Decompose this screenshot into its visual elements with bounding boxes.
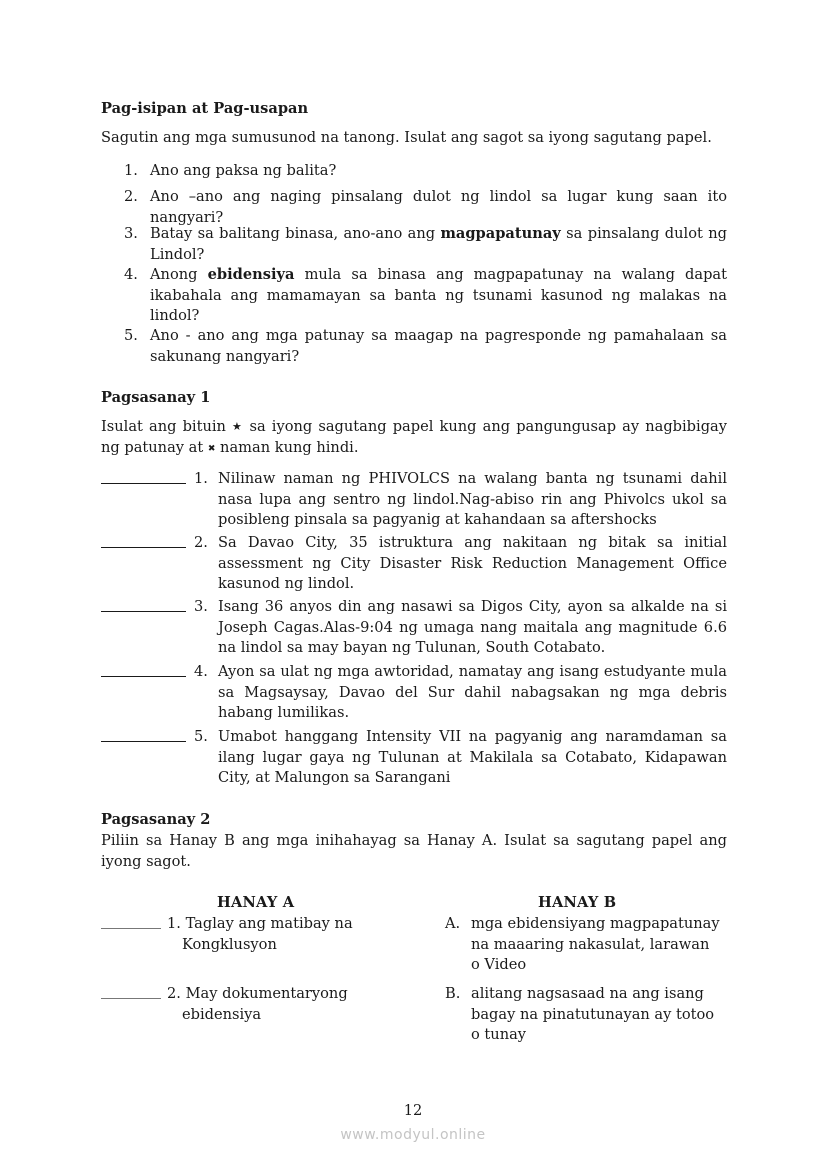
watermark: www.modyul.online — [340, 1127, 486, 1143]
hanay-a-title: HANAY A — [217, 894, 295, 911]
item-number: 1. — [194, 470, 208, 487]
section-heading-pag-isipan: Pag-isipan at Pag-usapan — [101, 100, 309, 117]
item-line: alitang nagsasaad na ang isang — [471, 985, 704, 1002]
exercise-item — [101, 597, 727, 659]
item-line: o Video — [471, 956, 527, 974]
question-text — [150, 161, 727, 182]
exercise-item — [101, 727, 727, 789]
answer-blank[interactable] — [101, 469, 186, 484]
hanay-b-text — [471, 984, 735, 1046]
page-number: 12 — [403, 1102, 423, 1119]
hanay-a-text — [167, 984, 401, 1025]
emphasized-term: magpapatunay — [440, 225, 561, 242]
star-icon: ★ — [232, 420, 244, 433]
hanay-b-item — [445, 984, 735, 1046]
answer-blank[interactable] — [101, 533, 186, 548]
answer-blank[interactable] — [101, 597, 186, 612]
item-letter: A. — [445, 915, 461, 932]
item-line: mga ebidensiyang magpapatunay — [471, 915, 720, 932]
hanay-a-text — [167, 914, 401, 955]
question-item — [124, 326, 727, 367]
answer-blank[interactable] — [101, 727, 186, 742]
item-letter: B. — [445, 985, 461, 1002]
answer-blank[interactable] — [101, 662, 186, 677]
section1-instruction: Sagutin ang mga sumusunod na tanong. Isulat ang sagot sa iyong sagutang papel. — [101, 129, 712, 146]
item-number: 1. — [167, 915, 181, 932]
hanay-b-item — [445, 914, 735, 976]
question-text-part: Ano ang paksa ng balita? — [150, 162, 337, 179]
question-item — [124, 265, 727, 327]
exercise-item — [101, 533, 727, 595]
item-number: 5. — [194, 728, 208, 745]
question-text-part: sa pinsalang dulot ng Lindol? — [150, 225, 727, 263]
question-number: 3. — [124, 225, 138, 242]
instruction-text: Isulat ang bituin — [101, 418, 233, 435]
question-text — [150, 265, 727, 327]
item-text: Umabot hanggang Intensity VII na pagyanig ang naramdaman sa ilang lugar gaya ng Tulunan at Makilala sa Cotabato, Kidapawan City, at Malungon sa Sarangani — [218, 728, 727, 787]
pagsasanay1-instruction — [101, 417, 727, 459]
question-number: 1. — [124, 162, 138, 179]
question-text-part: Batay sa balitang binasa, ano-ano ang — [150, 225, 441, 242]
item-line: May dokumentaryong — [185, 985, 348, 1002]
question-item — [124, 187, 727, 228]
question-text-part: Anong — [150, 266, 208, 283]
item-line: bagay na pinatutunayan ay totoo — [471, 1005, 715, 1023]
exercise-item — [101, 662, 727, 724]
question-text-part: Ano - ano ang mga patunay sa maagap na pagresponde ng pamahalaan sa sakunang nangyari? — [150, 327, 727, 365]
question-number: 2. — [124, 188, 138, 205]
item-line: o tunay — [471, 1026, 527, 1044]
hanay-b-title: HANAY B — [538, 894, 617, 911]
section-heading-pagsasanay-1: Pagsasanay 1 — [101, 389, 211, 406]
exercise-item — [101, 469, 727, 531]
question-text-part: mula sa binasa ang magpapatunay na walang dapat ikabahala ang mamamayan sa banta ng tsunami kasunod ng malakas na lindol? — [150, 266, 727, 325]
question-text — [150, 224, 727, 265]
answer-blank[interactable] — [101, 984, 161, 999]
emphasized-term: ebidensiya — [207, 266, 295, 283]
question-item — [124, 161, 727, 182]
cross-icon: ✖ — [207, 443, 216, 454]
question-item — [124, 224, 727, 265]
item-line: Taglay ang matibay na — [185, 915, 353, 932]
item-number: 2. — [167, 985, 181, 1002]
pagsasanay2-instruction: Piliin sa Hanay B ang mga inihahayag sa Hanay A. Isulat sa sagutang papel ang iyong sagot. — [101, 832, 727, 870]
answer-blank[interactable] — [101, 914, 161, 929]
instruction-text: naman kung hindi. — [215, 438, 359, 456]
question-text — [150, 326, 727, 367]
question-number: 4. — [124, 266, 138, 283]
item-text: Nilinaw naman ng PHIVOLCS na walang banta ng tsunami dahil nasa lupa ang sentro ng lindol.Nag-abiso rin ang Phivolcs ukol sa posibleng pinsala sa pagyanig at kahandaan sa aftershocks — [218, 470, 727, 529]
question-text-part: Ano –ano ang naging pinsalang dulot ng lindol sa lugar kung saan ito nangyari? — [150, 188, 727, 226]
item-number: 3. — [194, 598, 208, 615]
question-number: 5. — [124, 327, 138, 344]
item-number: 2. — [194, 534, 208, 551]
item-number: 4. — [194, 663, 208, 680]
hanay-b-text — [471, 914, 735, 976]
item-text: Isang 36 anyos din ang nasawi sa Digos City, ayon sa alkalde na si Joseph Cagas.Alas-9:04 ng umaga nang maitala ang magnitude 6.6 na lindol sa may bayan ng Tulunan, South Cotabato. — [218, 598, 727, 657]
question-text — [150, 187, 727, 228]
hanay-a-item — [101, 914, 401, 955]
item-text: Ayon sa ulat ng mga awtoridad, namatay ang isang estudyante mula sa Magsaysay, Davao del Sur dahil nabagsakan ng mga debris habang lumilikas. — [218, 663, 727, 722]
item-text: Sa Davao City, 35 istruktura ang nakitaan ng bitak sa initial assessment ng City Disaster Risk Reduction Management Office kasunod ng lindol. — [218, 534, 727, 593]
section-heading-pagsasanay-2: Pagsasanay 2 — [101, 811, 211, 828]
instruction-text: sa iyong sagutang papel kung ang pangungusap ay nagbibigay ng patunay at — [101, 418, 727, 456]
item-line: na maaaring nakasulat, larawan — [471, 935, 710, 953]
hanay-a-item — [101, 984, 401, 1025]
item-line: Kongklusyon — [182, 935, 277, 953]
item-line: ebidensiya — [182, 1005, 262, 1023]
